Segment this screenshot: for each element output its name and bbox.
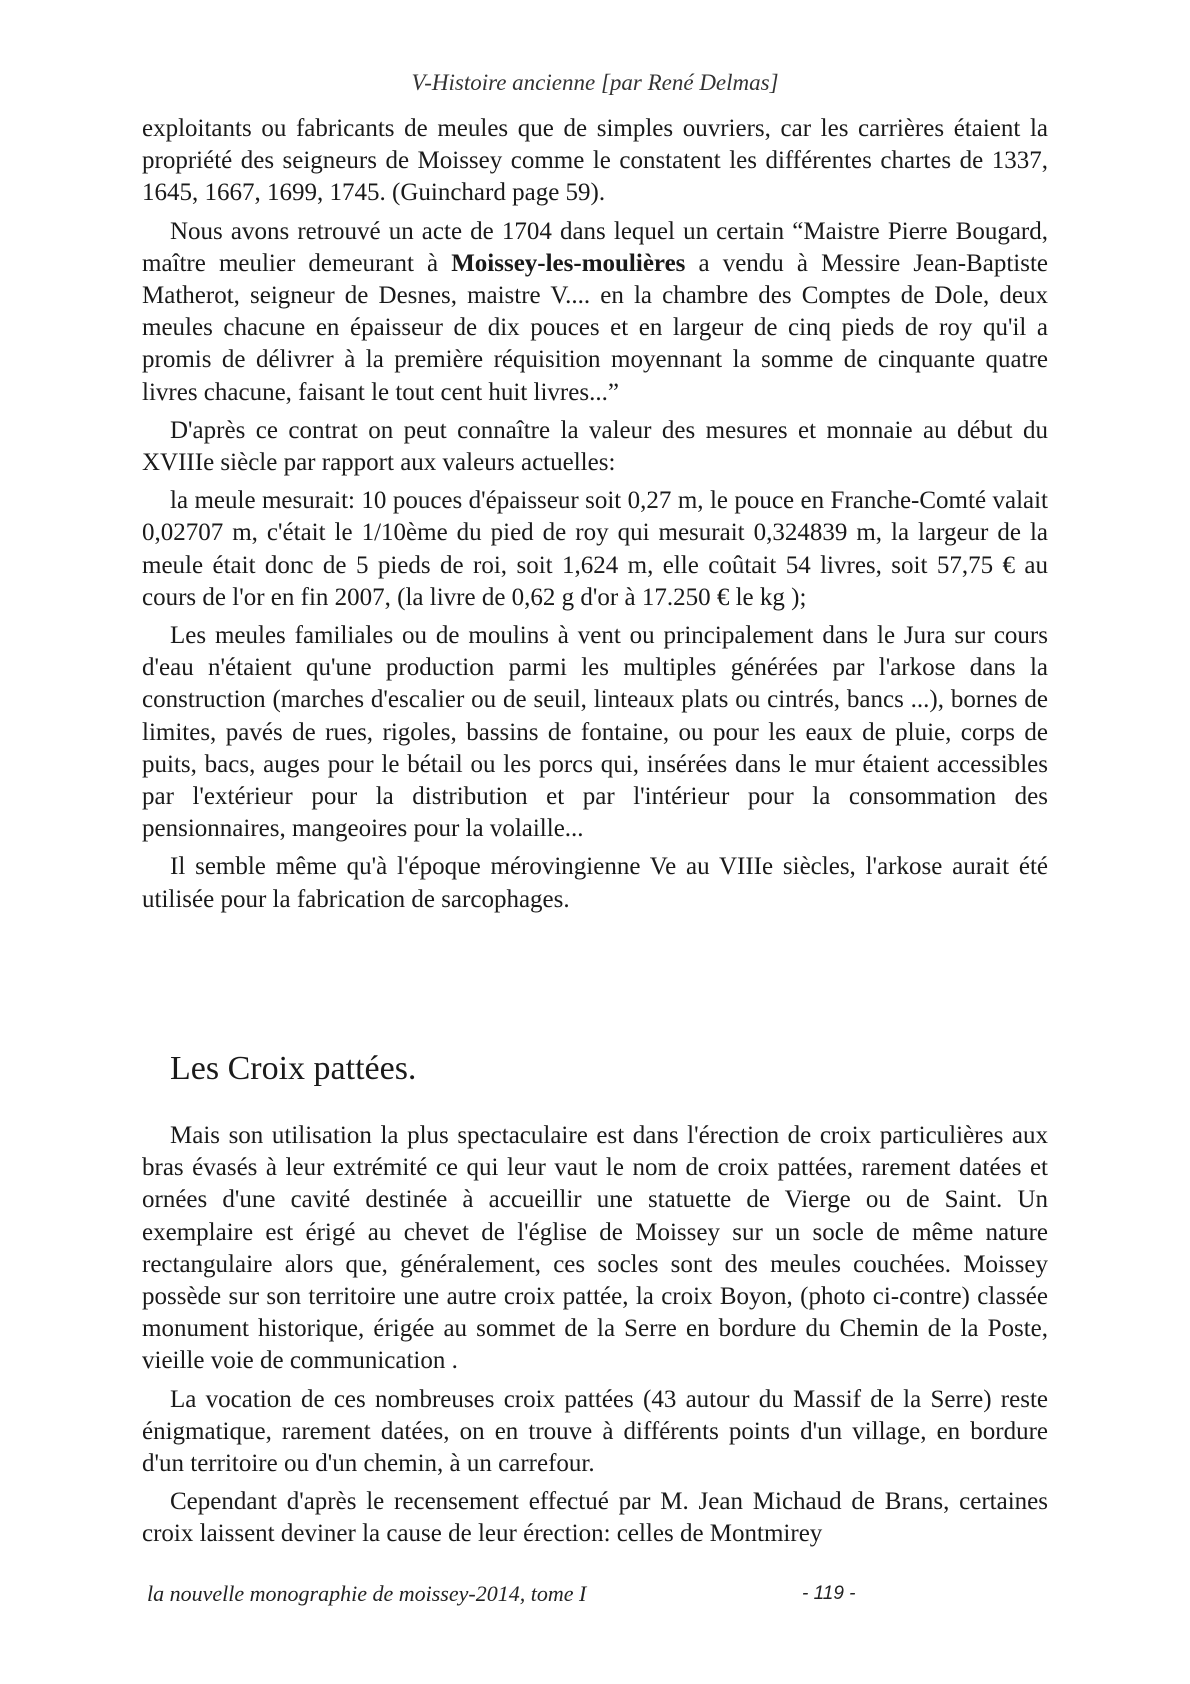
section-heading: Les Croix pattées. (170, 1050, 417, 1087)
paragraph-act-1704 (142, 216, 1048, 409)
running-header: V-Histoire ancienne [par René Delmas] (411, 70, 779, 95)
page-number: - 119 - (802, 1583, 856, 1604)
paragraph-measures: la meule mesurait: 10 pouces d'épaisseur soit 0,27 m, le pouce en Franche-Comté valait 0,02707 m, c'était le 1/10ème du pied de roy qui mesurait 0,324839 m, la largeur de la meule était donc de 5 pieds de roi, soit 1,624 m, elle coûtait 54 livres, soit 57,75 € au cours de l'or en fin 2007, (la livre de 0,62 g d'or à 17.250 € le kg ); (142, 487, 1048, 611)
footer-title: la nouvelle monographie de moissey-2014, tome I (147, 1581, 587, 1606)
paragraph-act-1704-start: Nous avons retrouvé un acte de 1704 dans lequel un certain “Maistre Pierre Bougard, maître meulier demeurant à (142, 217, 1048, 277)
paragraph-act-1704-end: a vendu à Messire Jean-Baptiste Matherot, seigneur de Desnes, maistre V.... en la chambre des Comptes de Dole, deux meules chacune en épaisseur de dix pouces et en largeur de cinq pieds de roy qu'il a promis de délivrer à la première réquisition moyennant la somme de cinquante quatre livres chacune, faisant le tout cent huit livres...” (142, 249, 1048, 406)
body-text-top (142, 113, 1048, 916)
paragraph-sarcophagi: Il semble même qu'à l'époque mérovingienne Ve au VIIIe siècles, l'arkose aurait été utilisée pour la fabrication de sarcophages. (142, 853, 1048, 913)
paragraph-arkose-uses: Les meules familiales ou de moulins à vent ou principalement dans le Jura sur cours d'eau n'étaient qu'une production parmi les multiples générées par l'arkose dans la construction (marches d'escalier ou de seuil, linteaux plats ou cintrés, bancs ...), bornes de limites, pavés de rues, rigoles, bassins de fontaine, ou pour les eaux de pluie, corps de puits, bacs, auges pour le bétail ou les porcs qui, insérées dans le mur étaient accessibles par l'extérieur pour la distribution et par l'intérieur pour la consommation des pensionnaires, mangeoires pour la volaille... (142, 622, 1048, 843)
paragraph-croix-usage: Mais son utilisation la plus spectaculaire est dans l'érection de croix particulières aux bras évasés à leur extrémité ce qui leur vaut le nom de croix pattées, rarement datées et ornées d'une cavité destinée à accueillir une statuette de Vierge ou de Saint. Un exemplaire est érigé au chevet de l'église de Moissey sur un socle de même nature rectangulaire alors que, généralement, ces socles sont des meules couchées. Moissey possède sur son territoire une autre croix pattée, la croix Boyon, (photo ci-contre) classée monument historique, érigée au sommet de la Serre en bordure du Chemin de la Poste, vieille voie de communication . (142, 1122, 1048, 1375)
body-text-section (142, 1120, 1048, 1551)
paragraph-croix-census: Cependant d'après le recensement effectué par M. Jean Michaud de Brans, certaines croix laissent deviner la cause de leur érection: celles de Montmirey (142, 1488, 1048, 1548)
place-name-bold: Moissey-les-moulières (451, 249, 686, 277)
paragraph-croix-vocation: La vocation de ces nombreuses croix pattées (43 autour du Massif de la Serre) reste énigmatique, rarement datées, on en trouve à différents points d'un village, en bordure d'un territoire ou d'un chemin, à un carrefour. (142, 1385, 1048, 1478)
paragraph-continuation: exploitants ou fabricants de meules que de simples ouvriers, car les carrières étaient la propriété des seigneurs de Moissey comme le constatent les différentes chartes de 1337, 1645, 1667, 1699, 1745. (Guinchard page 59). (142, 115, 1048, 207)
paragraph-contract-values: D'après ce contrat on peut connaître la valeur des mesures et monnaie au début du XVIIIe siècle par rapport aux valeurs actuelles: (142, 416, 1048, 477)
